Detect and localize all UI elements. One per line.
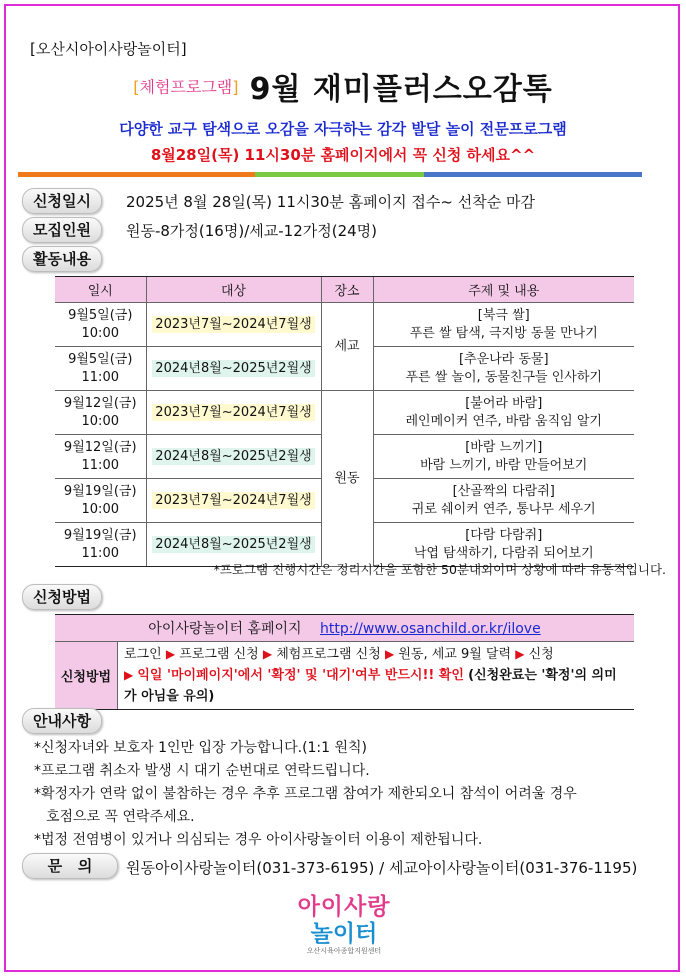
- method-side-label: 신청방법: [55, 642, 118, 710]
- method-table: [55, 614, 634, 710]
- contact-label: 문 의: [22, 853, 118, 879]
- col-header-date: 일시: [55, 277, 146, 303]
- title-row: [0, 64, 686, 108]
- topic-cell: [바람 느끼기] 바람 느끼기, 바람 만들어보기: [373, 435, 634, 479]
- col-header-place: 장소: [321, 277, 373, 303]
- organization-label: [오산시아이사랑놀이터]: [30, 40, 187, 58]
- color-bar-blue: [424, 172, 642, 177]
- date-cell: 9월5일(금) 10:00: [55, 303, 146, 347]
- place-cell: 세교: [321, 303, 373, 391]
- recruit-label: 모집인원: [22, 217, 102, 243]
- center-logo: [295, 888, 393, 955]
- notice-item: *프로그램 취소자 발생 시 대기 순번대로 연락드립니다.: [34, 763, 370, 779]
- topic-cell: [다람 다람쥐] 낙엽 탐색하기, 다람쥐 되어보기: [373, 523, 634, 567]
- method-label: 신청방법: [22, 584, 102, 610]
- target-cell: 2023년7월~2024년7월생: [146, 479, 321, 523]
- logo-line2: 놀이터: [310, 921, 378, 947]
- col-header-topic: 주제 및 내용: [373, 277, 634, 303]
- place-cell: 원동: [321, 391, 373, 567]
- col-header-target: 대상: [146, 277, 321, 303]
- notice-item: 호점으로 꼭 연락주세요.: [46, 809, 195, 825]
- topic-cell: [불어라 바람] 레인메이커 연주, 바람 움직임 알기: [373, 391, 634, 435]
- target-cell: 2023년7월~2024년7월생: [146, 303, 321, 347]
- topic-cell: [산골짝의 다람쥐] 귀로 쉐이커 연주, 통나무 세우기: [373, 479, 634, 523]
- method-steps: 로그인 ▶ 프로그램 신청 ▶ 체험프로그램 신청 ▶ 원동, 세교 9월 달력 ▶ 신청 ▶ 익일 '마이페이지'에서 '확정' 및 '대기'여부 반드시!! 확인 (신청완료는 '확정'의 의미가 아님을 유의): [118, 642, 635, 710]
- site-name: 아이사랑놀이터 홈페이지: [148, 621, 302, 637]
- target-cell: 2024년8월~2025년2월생: [146, 347, 321, 391]
- table-row: [55, 391, 634, 435]
- method-site-row: [55, 615, 634, 642]
- date-cell: 9월12일(금) 11:00: [55, 435, 146, 479]
- notice-item: *신청자녀와 보호자 1인만 입장 가능합니다.(1:1 원칙): [34, 740, 368, 756]
- topic-cell: [추운나라 동물] 푸른 쌀 놀이, 동물친구들 인사하기: [373, 347, 634, 391]
- topic-cell: [북극 쌀] 푸른 쌀 탐색, 극지방 동물 만나기: [373, 303, 634, 347]
- target-cell: 2024년8월~2025년2월생: [146, 435, 321, 479]
- date-cell: 9월19일(금) 11:00: [55, 523, 146, 567]
- date-cell: 9월5일(금) 11:00: [55, 347, 146, 391]
- logo-line1: 아이사랑: [297, 894, 391, 920]
- color-bar-orange: [18, 172, 255, 177]
- color-bar-green: [255, 172, 423, 177]
- date-cell: 9월19일(금) 10:00: [55, 479, 146, 523]
- logo-line3: 오산시육아종합지원센터: [306, 947, 382, 955]
- page-title: 9월 재미플러스오감톡: [249, 72, 553, 107]
- date-cell: 9월12일(금) 10:00: [55, 391, 146, 435]
- notice-item: *법정 전염병이 있거나 의심되는 경우 아이사랑놀이터 이용이 제한됩니다.: [34, 832, 483, 848]
- activity-label: 활동내용: [22, 246, 102, 272]
- color-bar: [18, 172, 642, 177]
- deadline-text: 8월28일(목) 11시30분 홈페이지에서 꼭 신청 하세요^^: [150, 146, 536, 164]
- target-cell: 2024년8월~2025년2월생: [146, 523, 321, 567]
- subtitle: 다양한 교구 탐색으로 오감을 자극하는 감각 발달 놀이 전문프로그램: [119, 120, 567, 138]
- contact-text: 원동아이사랑놀이터(031-373-6195) / 세교아이사랑놀이터(031-376-1195): [126, 859, 638, 877]
- confirm-instruction: 익일 '마이페이지'에서 '확정' 및 '대기'여부 반드시!! 확인: [137, 668, 464, 683]
- notice-label: 안내사항: [22, 708, 102, 734]
- program-tag: [체험프로그램]: [133, 77, 239, 97]
- homepage-link[interactable]: http://www.osanchild.or.kr/ilove: [319, 621, 541, 637]
- apply-date-label: 신청일시: [22, 188, 102, 214]
- schedule-table: [55, 276, 634, 567]
- apply-date-text: 2025년 8월 28일(목) 11시30분 홈페이지 접수~ 선착순 마감: [126, 193, 535, 211]
- schedule-note: *프로그램 진행시간은 정리시간을 포함한 50분내외이며 상황에 따라 유동적입니다.: [213, 562, 666, 577]
- target-cell: 2023년7월~2024년7월생: [146, 391, 321, 435]
- recruit-text: 원동-8가정(16명)/세교-12가정(24명): [126, 222, 377, 240]
- notice-item: *확정자가 연락 없이 불참하는 경우 추후 프로그램 참여가 제한되오니 참석이 어려울 경우: [34, 786, 577, 802]
- table-row: [55, 303, 634, 347]
- caution-text: (신청완료는 '확정'의 의미가 아님을 유의): [124, 668, 617, 704]
